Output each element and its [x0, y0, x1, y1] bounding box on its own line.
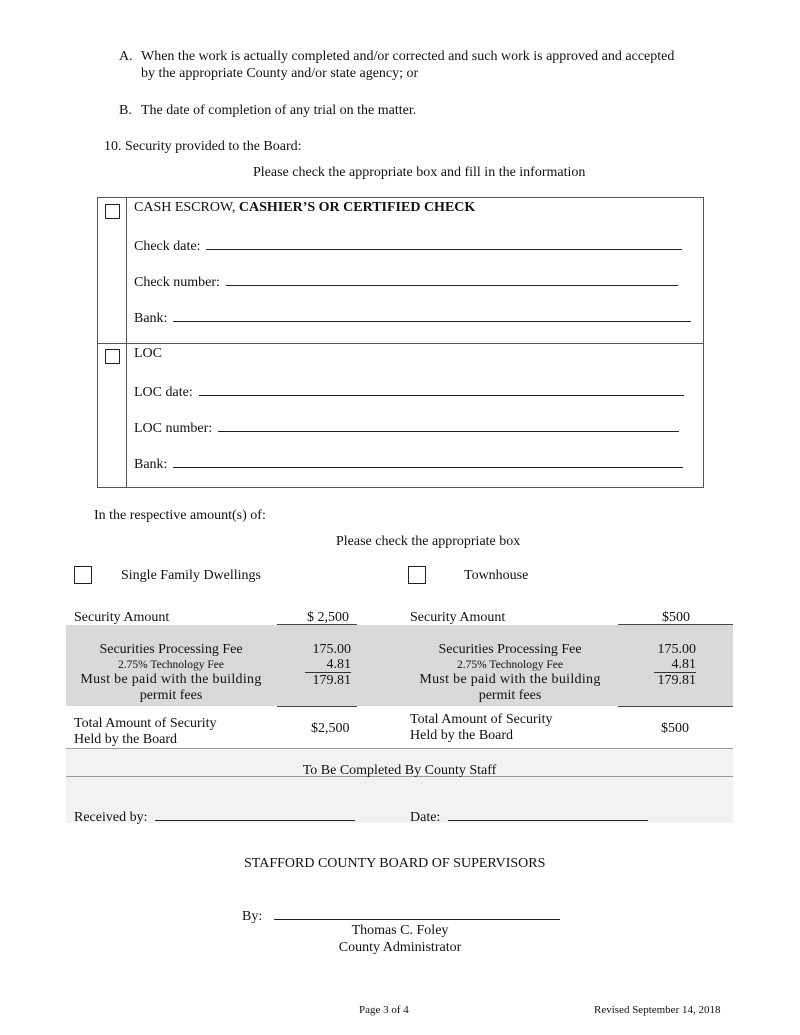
cash-escrow-title-bold: CASHIER’S OR CERTIFIED CHECK	[238, 200, 476, 215]
sf-fee-description	[66, 642, 276, 704]
sf-fee-label: Securities Processing Fee	[99, 642, 243, 657]
sf-fee-values	[305, 642, 351, 689]
clause-a-line2: by the appropriate County and/or state agency; or	[141, 66, 419, 81]
signer-name: Thomas C. Foley	[351, 923, 449, 938]
sf-tech-fee-label: 2.75% Technology Fee	[118, 659, 224, 671]
amounts-intro: In the respective amount(s) of:	[94, 508, 266, 523]
date-label: Date:	[410, 810, 441, 825]
clause-a-line1: When the work is actually completed and/or corrected and such work is approved and accepted	[141, 49, 675, 64]
sf-fee: 175.00	[312, 642, 351, 657]
cash-escrow-title-plain: CASH ESCROW,	[134, 200, 239, 215]
loc-bank-label: Bank:	[134, 457, 168, 472]
th-total-label	[410, 712, 553, 744]
cash-bank-row	[134, 308, 691, 327]
check-number-row	[134, 272, 678, 291]
th-fee-description	[405, 642, 615, 704]
signer-title: County Administrator	[338, 940, 462, 955]
th-tech-fee: 4.81	[654, 658, 696, 673]
single-family-label: Single Family Dwellings	[121, 568, 261, 583]
check-date-row	[134, 236, 682, 255]
loc-number-row	[134, 418, 679, 437]
sf-security-amount-label: Security Amount	[74, 610, 170, 625]
sf-tech-fee: 4.81	[305, 658, 351, 673]
sf-security-amount: $ 2,500	[307, 610, 349, 625]
sf-amount-rule-bottom	[277, 706, 357, 707]
sf-note-line2: permit fees	[139, 688, 203, 703]
received-by-field[interactable]	[155, 807, 355, 821]
totals-rule	[66, 748, 733, 749]
loc-bank-row	[134, 454, 683, 473]
sf-note-line1: Must be paid with the building	[80, 672, 262, 687]
clause-a-letter: A.	[119, 49, 133, 64]
loc-bank-field[interactable]	[173, 454, 683, 468]
section-10-heading: 10. Security provided to the Board:	[104, 139, 302, 154]
loc-title: LOC	[134, 346, 162, 361]
security-type-table	[97, 197, 704, 488]
cash-bank-field[interactable]	[173, 308, 691, 322]
check-date-label: Check date:	[134, 239, 201, 254]
loc-date-label: LOC date:	[134, 385, 193, 400]
th-fee-total: 179.81	[657, 673, 696, 688]
th-total: $500	[661, 721, 689, 736]
board-name: STAFFORD COUNTY BOARD OF SUPERVISORS	[244, 856, 546, 871]
cash-escrow-checkbox[interactable]	[105, 204, 120, 219]
th-total-label-line2: Held by the Board	[410, 728, 514, 743]
sf-total-label-line1: Total Amount of Security	[74, 716, 217, 731]
th-note-line1: Must be paid with the building	[419, 672, 601, 687]
check-number-field[interactable]	[226, 272, 678, 286]
loc-date-field[interactable]	[199, 382, 684, 396]
th-total-label-line1: Total Amount of Security	[410, 712, 553, 727]
th-note-line2: permit fees	[478, 688, 542, 703]
single-family-checkbox[interactable]	[74, 566, 92, 584]
sf-fee-total: 179.81	[312, 673, 351, 688]
received-by-row	[74, 807, 355, 826]
date-row	[410, 807, 648, 826]
th-security-amount-label: Security Amount	[410, 610, 506, 625]
th-fee: 175.00	[657, 642, 696, 657]
th-tech-fee-label: 2.75% Technology Fee	[457, 659, 563, 671]
loc-number-label: LOC number:	[134, 421, 213, 436]
amounts-instruction: Please check the appropriate box	[336, 534, 521, 549]
signature-field[interactable]	[274, 906, 560, 920]
th-security-amount: $500	[662, 610, 690, 625]
th-fee-label: Securities Processing Fee	[438, 642, 582, 657]
row-divider	[98, 343, 703, 344]
townhouse-label: Townhouse	[464, 568, 529, 583]
clause-b-letter: B.	[119, 103, 132, 118]
townhouse-checkbox[interactable]	[408, 566, 426, 584]
sf-total-label-line2: Held by the Board	[74, 732, 178, 747]
date-field[interactable]	[448, 807, 648, 821]
th-amount-rule-bottom	[618, 706, 733, 707]
sf-total-label	[74, 716, 217, 748]
check-number-label: Check number:	[134, 275, 220, 290]
staff-heading: To Be Completed By County Staff	[302, 763, 497, 778]
loc-checkbox[interactable]	[105, 349, 120, 364]
loc-number-field[interactable]	[218, 418, 679, 432]
by-label: By:	[242, 909, 263, 924]
clause-b-text: The date of completion of any trial on the matter.	[141, 103, 417, 118]
cash-escrow-title	[134, 200, 475, 216]
revised-date: Revised September 14, 2018	[594, 1004, 721, 1016]
cash-bank-label: Bank:	[134, 311, 168, 326]
loc-date-row	[134, 382, 684, 401]
page-number: Page 3 of 4	[359, 1004, 409, 1016]
section-10-instruction: Please check the appropriate box and fill in the information	[253, 165, 586, 180]
sf-total: $2,500	[311, 721, 350, 736]
received-by-label: Received by:	[74, 810, 148, 825]
check-date-field[interactable]	[206, 236, 682, 250]
th-fee-values	[654, 642, 696, 689]
